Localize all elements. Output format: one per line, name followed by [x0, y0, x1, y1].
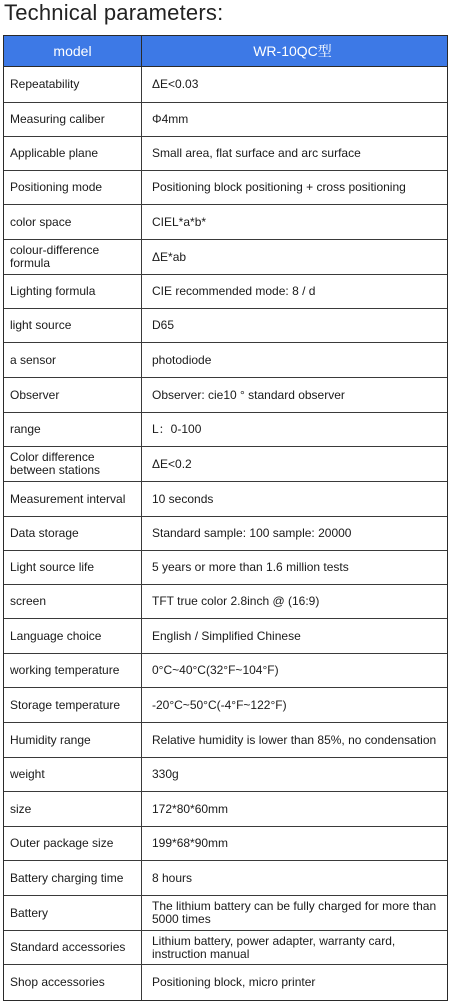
param-label: working temperature: [4, 654, 142, 687]
param-value: Φ4mm: [152, 112, 189, 126]
param-label: light source: [4, 309, 142, 342]
table-row: [4, 688, 447, 723]
param-value: Positioning block positioning + cross positioning: [152, 180, 406, 194]
table-row: [4, 413, 447, 447]
param-label: color space: [4, 205, 142, 239]
header-model-value: WR-10QC型: [253, 42, 332, 59]
param-label: range: [4, 413, 142, 446]
param-value: L：0-100: [152, 422, 202, 436]
param-value: Small area, flat surface and arc surface: [152, 146, 361, 160]
param-label: Color difference between stations: [4, 447, 142, 481]
param-value: D65: [152, 318, 175, 332]
table-row: [4, 654, 447, 688]
param-label: screen: [4, 585, 142, 618]
table-row: [4, 309, 447, 343]
page-title: Technical parameters:: [4, 0, 224, 25]
table-row: [4, 585, 447, 619]
table-row: [4, 723, 447, 758]
header-model-label: model: [4, 36, 142, 66]
param-value: ΔE<0.03: [152, 77, 199, 91]
param-label: Standard accessories: [4, 931, 142, 964]
param-value: Relative humidity is lower than 85%, no condensation: [152, 732, 437, 747]
table-row: [4, 861, 447, 896]
table-header: [4, 36, 447, 67]
param-value: TFT true color 2.8inch @ (16:9): [152, 594, 320, 608]
param-label: Applicable plane: [4, 137, 142, 170]
param-label: Repeatability: [4, 67, 142, 102]
param-label: Humidity range: [4, 723, 142, 757]
table-row: [4, 482, 447, 517]
param-label: Observer: [4, 378, 142, 412]
table-row: [4, 275, 447, 309]
param-label: Measuring caliber: [4, 103, 142, 136]
param-label: Outer package size: [4, 827, 142, 860]
param-label: Language choice: [4, 619, 142, 653]
table-row: [4, 517, 447, 551]
table-row: [4, 965, 447, 1000]
param-value: 330g: [152, 767, 179, 781]
param-value: photodiode: [152, 352, 212, 367]
param-value: ΔE<0.2: [152, 456, 192, 471]
param-value: Observer: cie10 ° standard observer: [152, 387, 345, 402]
param-value: 172*80*60mm: [152, 801, 229, 816]
table-row: [4, 931, 447, 965]
param-label: Data storage: [4, 517, 142, 550]
table-row: [4, 896, 447, 931]
param-value: 0°C~40°C(32°F~104°F): [152, 663, 279, 677]
param-value: 10 seconds: [152, 491, 214, 506]
param-value: ΔE*ab: [152, 249, 187, 264]
param-label: Storage temperature: [4, 688, 142, 722]
param-value: CIEL*a*b*: [152, 214, 207, 229]
table-row: [4, 551, 447, 585]
param-value: -20°C~50°C(-4°F~122°F): [152, 697, 287, 712]
table-row: [4, 758, 447, 792]
table-row: [4, 619, 447, 654]
param-label: Battery charging time: [4, 861, 142, 895]
table-row: [4, 240, 447, 275]
param-label: Positioning mode: [4, 171, 142, 204]
table-row: [4, 171, 447, 205]
param-label: weight: [4, 758, 142, 791]
table-row: [4, 827, 447, 861]
param-value: English / Simplified Chinese: [152, 628, 301, 643]
param-label: Light source life: [4, 551, 142, 584]
param-label: Shop accessories: [4, 965, 142, 1000]
param-value: 5 years or more than 1.6 million tests: [152, 560, 349, 574]
table-row: [4, 67, 447, 103]
param-value: 199*68*90mm: [152, 836, 229, 850]
param-label: size: [4, 792, 142, 826]
param-value: The lithium battery can be fully charged for more than 5000 times: [152, 899, 437, 926]
param-label: Measurement interval: [4, 482, 142, 516]
table-row: [4, 205, 447, 240]
spec-table: [3, 35, 448, 1001]
param-value: Lithium battery, power adapter, warranty card, instruction manual: [152, 933, 396, 961]
param-label: colour-difference formula: [4, 240, 142, 274]
table-row: [4, 792, 447, 827]
param-value: Standard sample: 100 sample: 20000: [152, 526, 352, 540]
table-row: [4, 343, 447, 378]
param-value: 8 hours: [152, 870, 193, 885]
param-label: a sensor: [4, 343, 142, 377]
param-value: CIE recommended mode: 8 / d: [152, 284, 316, 298]
param-label: Battery: [4, 896, 142, 930]
table-body: [4, 67, 447, 1000]
table-row: [4, 378, 447, 413]
table-row: [4, 447, 447, 482]
table-row: [4, 137, 447, 171]
param-value: Positioning block, micro printer: [152, 975, 316, 989]
param-label: Lighting formula: [4, 275, 142, 308]
table-row: [4, 103, 447, 137]
